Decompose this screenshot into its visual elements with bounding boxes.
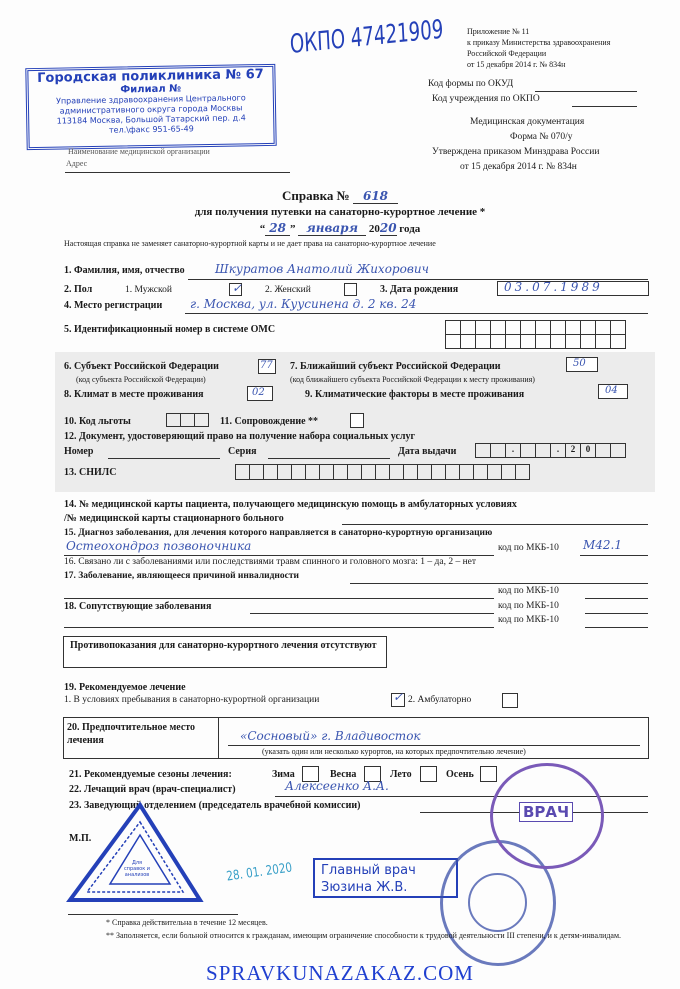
grid-cell <box>506 321 521 335</box>
grid-cell <box>581 335 596 349</box>
footnote-2: ** Заполняется, если больной относится к гражданам, имеющим ограничение способности к трудовой деятельности III степени, и к детям-инвалидам. <box>106 931 622 940</box>
grid-cell <box>551 321 566 335</box>
grid-cell <box>460 465 474 480</box>
subtitle: для получения путевки на санаторно-курортное лечение * <box>194 206 486 218</box>
page-title: Справка № 618 <box>0 188 680 204</box>
escort-checkbox[interactable] <box>350 413 364 428</box>
grid-cell <box>581 321 596 335</box>
grid-cell <box>611 335 626 349</box>
contraindications-box: Противопоказания для санаторно-курортного лечения отсутствуют <box>63 636 387 668</box>
preferred-place-value: «Сосновый» г. Владивосток <box>240 729 421 743</box>
grid-cell <box>596 335 611 349</box>
grid-cell <box>250 465 264 480</box>
grid-cell <box>195 414 209 427</box>
subject-code[interactable]: 77 <box>258 359 276 374</box>
grid-cell <box>611 444 626 458</box>
climate-code[interactable]: 02 <box>247 386 273 401</box>
grid-cell <box>566 335 581 349</box>
grid-cell <box>334 465 348 480</box>
form-number: Форма № 070/у <box>510 132 573 142</box>
grid-cell <box>362 465 376 480</box>
med-doc: Медицинская документация <box>470 117 585 127</box>
grid-cell: . <box>551 444 566 458</box>
grid-cell <box>596 444 611 458</box>
date-stamp: 28. 01. 2020 <box>225 860 294 885</box>
grid-cell <box>236 465 250 480</box>
disability-label: 17. Заболевание, являющееся причиной инвалидности <box>64 571 300 581</box>
grid-cell <box>376 465 390 480</box>
grid-cell <box>476 321 491 335</box>
issue-date: “ 28 ” января 2020 года <box>259 221 421 235</box>
grid-cell <box>390 465 404 480</box>
diagnosis-value: Остеохондроз позвоночника <box>66 539 252 553</box>
watermark: SPRAVKUNAZAKAZ.COM <box>206 961 474 985</box>
grid-cell <box>596 321 611 335</box>
grid-cell <box>611 321 626 335</box>
benefit-code-grid[interactable] <box>166 413 209 427</box>
grid-cell <box>476 335 491 349</box>
grid-cell <box>474 465 488 480</box>
autumn-checkbox[interactable] <box>480 766 497 782</box>
grid-cell <box>167 414 181 427</box>
grid-cell <box>292 465 306 480</box>
triangle-stamp-text: Для справок и анализов <box>123 860 151 878</box>
grid-cell <box>446 465 460 480</box>
grid-cell <box>521 444 536 458</box>
seal-place: М.П. <box>69 833 92 844</box>
notice: Настоящая справка не заменяет санаторно-курортной карты и не дает права на санаторно-курортное лечение <box>64 239 436 248</box>
appendix: Приложение № 11 к приказу Министерства здравоохранения Российской Федерации от 15 декабря 2014 г. № 834н <box>467 27 611 69</box>
male-checkbox[interactable]: ✓ <box>229 283 242 296</box>
certificate-document: Приложение № 11 к приказу Министерства здравоохранения Российской Федерации от 15 декабря 2014 г. № 834н Городская поликлиника № 67 Филиал № Управление здравоохранения Центрального административного округа города Москвы 113184 Москва, Большой Татарский пер. д.4 тел.\факс 951-65-49 Наименование медицинской организации Адрес Код формы по ОКУД Код учреждения по ОКПО ОКПО 47421909 Медицинская документация Форма № 070/у Утверждена приказом Минздрава России от 15 декабря 2014 г. № 834н Справка № 618 для получения путевки на санаторно-курортное лечение * “ 28 ” января 2020 года Настоящая справка не заменяет санаторно-курортной карты и не дает права на санаторно-курортное лечение 1. Фамилия, имя, отчество Шкуратов Анатолий Жихорович 2. Пол 1. Мужской ✓ 2. Женский 3. Дата рождения 03.07.1989 4. Место регистрации г. Москва, ул. Куусинена д. 2 кв. 24 5. Идентификационный номер в системе ОМС 6. Субъект Российской Федерации 77 7. Ближайший субъект Российской Федерации 50 (код субъекта Российской Федерации) (код ближайшего субъекта Российской Федерации к месту проживания) 8. Климат в месте проживания 02 9. Климатические факторы в месте проживания 04 10. Код льготы 11. Сопровождение ** 12. Документ, удостоверяющий право на получение набора социальных услуг Номер Серия Дата выдачи . . 2 0 13. СНИЛС 14. № медицинской карты пациента, получающего медицинскую помощь в амбулаторных условиях /№ медицинской карты стационарного больного 15. Диагноз заболевания, для лечения которого направляется в санаторно-курортную организацию Остеохондроз позвоночника код по МКБ-10 M42.1 16. Связано ли с заболеваниями или последствиями травм спинного и головного мозга: 1 – да, 2 – нет 17. Заболевание, являющееся причиной инвалидности код по МКБ-10 18. Сопутствующие заболевания код по МКБ-10 код по МКБ-10 Противопоказания для санаторно-курортного лечения отсутствуют 19. Рекомендуемое лечение 1. В условиях пребывания в санаторно-курортной организации ✓ 2. Амбулаторно 20. Предпочтительное место лечения «Сосновый» г. Владивосток (указать один или несколько курортов, на которых предпочтительно лечение) 21. Рекомендуемые сезоны лечения: Зима Весна Лето Осень 22. Лечащий врач (врач-специалист) Алексеенко А.А. 23. Заведующий отделением (председатель врачебной комиссии) М.П. Для справок и анализов 28. 01. 2020 Главный врач Зюзина Ж.В. ВРАЧ * Справка действительна в течение 12 месяцев. ** Заполняется, если больной относится к гражданам, имеющим ограничение способности к трудовой деятельности III степени, и к детям-инвалидам. SPRAVKUNAZAKAZ.COM <box>0 0 680 989</box>
grid-cell <box>491 335 506 349</box>
sanatorium-checkbox[interactable]: ✓ <box>391 693 405 707</box>
grid-cell <box>432 465 446 480</box>
full-name-value: Шкуратов Анатолий Жихорович <box>215 262 430 276</box>
grid-cell <box>446 321 461 335</box>
vrach-stamp: ВРАЧ <box>490 763 604 869</box>
okpo-label: Код учреждения по ОКПО <box>432 94 540 104</box>
grid-cell <box>320 465 334 480</box>
female-checkbox[interactable] <box>344 283 357 296</box>
approved-date: от 15 декабря 2014 г. № 834н <box>460 162 577 172</box>
grid-cell <box>516 465 530 480</box>
grid-cell <box>521 321 536 335</box>
oms-number-grid[interactable] <box>445 320 626 349</box>
grid-cell <box>418 465 432 480</box>
grid-cell <box>521 335 536 349</box>
grid-cell <box>566 321 581 335</box>
grid-cell <box>348 465 362 480</box>
grid-cell <box>506 335 521 349</box>
chief-doctor-stamp: Главный врач Зюзина Ж.В. <box>313 858 458 898</box>
grid-cell <box>461 335 476 349</box>
grid-cell <box>476 444 491 458</box>
grid-cell <box>461 321 476 335</box>
grid-cell <box>536 444 551 458</box>
okud-label: Код формы по ОКУД <box>428 79 514 89</box>
clinic-stamp: Городская поликлиника № 67 Филиал № Управление здравоохранения Центрального административного округа города Москвы 113184 Москва, Большой Татарский пер. д.4 тел.\факс 951-65-49 <box>25 64 276 150</box>
grid-cell <box>491 321 506 335</box>
registration-value: г. Москва, ул. Куусинена д. 2 кв. 24 <box>190 297 417 311</box>
footnote-1: * Справка действительна в течение 12 месяцев. <box>106 918 268 927</box>
grid-cell <box>306 465 320 480</box>
org-label: Наименование медицинской организации <box>68 147 210 156</box>
grid-cell <box>488 465 502 480</box>
grid-cell <box>536 335 551 349</box>
doctor-value: Алексеенко А.А. <box>285 779 389 793</box>
grid-cell <box>264 465 278 480</box>
snils-grid[interactable] <box>235 464 530 480</box>
mkb-code-value: M42.1 <box>583 538 623 552</box>
grid-cell: . <box>506 444 521 458</box>
grid-cell <box>278 465 292 480</box>
grid-cell: 2 <box>566 444 581 458</box>
triangle-stamp <box>65 800 205 910</box>
nearest-subject-code[interactable]: 50 <box>566 357 598 372</box>
grid-cell <box>536 321 551 335</box>
birth-date-field[interactable]: 03.07.1989 <box>497 281 649 296</box>
grid-cell <box>446 335 461 349</box>
issue-date-grid[interactable] <box>475 443 626 458</box>
grid-cell <box>502 465 516 480</box>
grid-cell: 0 <box>581 444 596 458</box>
grid-cell <box>404 465 418 480</box>
climate-factors-code[interactable]: 04 <box>598 384 628 399</box>
grid-cell <box>491 444 506 458</box>
approved: Утверждена приказом Минздрава России <box>432 147 600 157</box>
okpo-stamp: ОКПО 47421909 <box>289 14 445 60</box>
address-label: Адрес <box>66 159 88 168</box>
diagnosis-label: 15. Диагноз заболевания, для лечения которого направляется в санаторно-курортную организацию <box>64 528 493 538</box>
grid-cell <box>551 335 566 349</box>
grid-cell <box>181 414 195 427</box>
summer-checkbox[interactable] <box>420 766 437 782</box>
outpatient-checkbox[interactable] <box>502 693 518 708</box>
